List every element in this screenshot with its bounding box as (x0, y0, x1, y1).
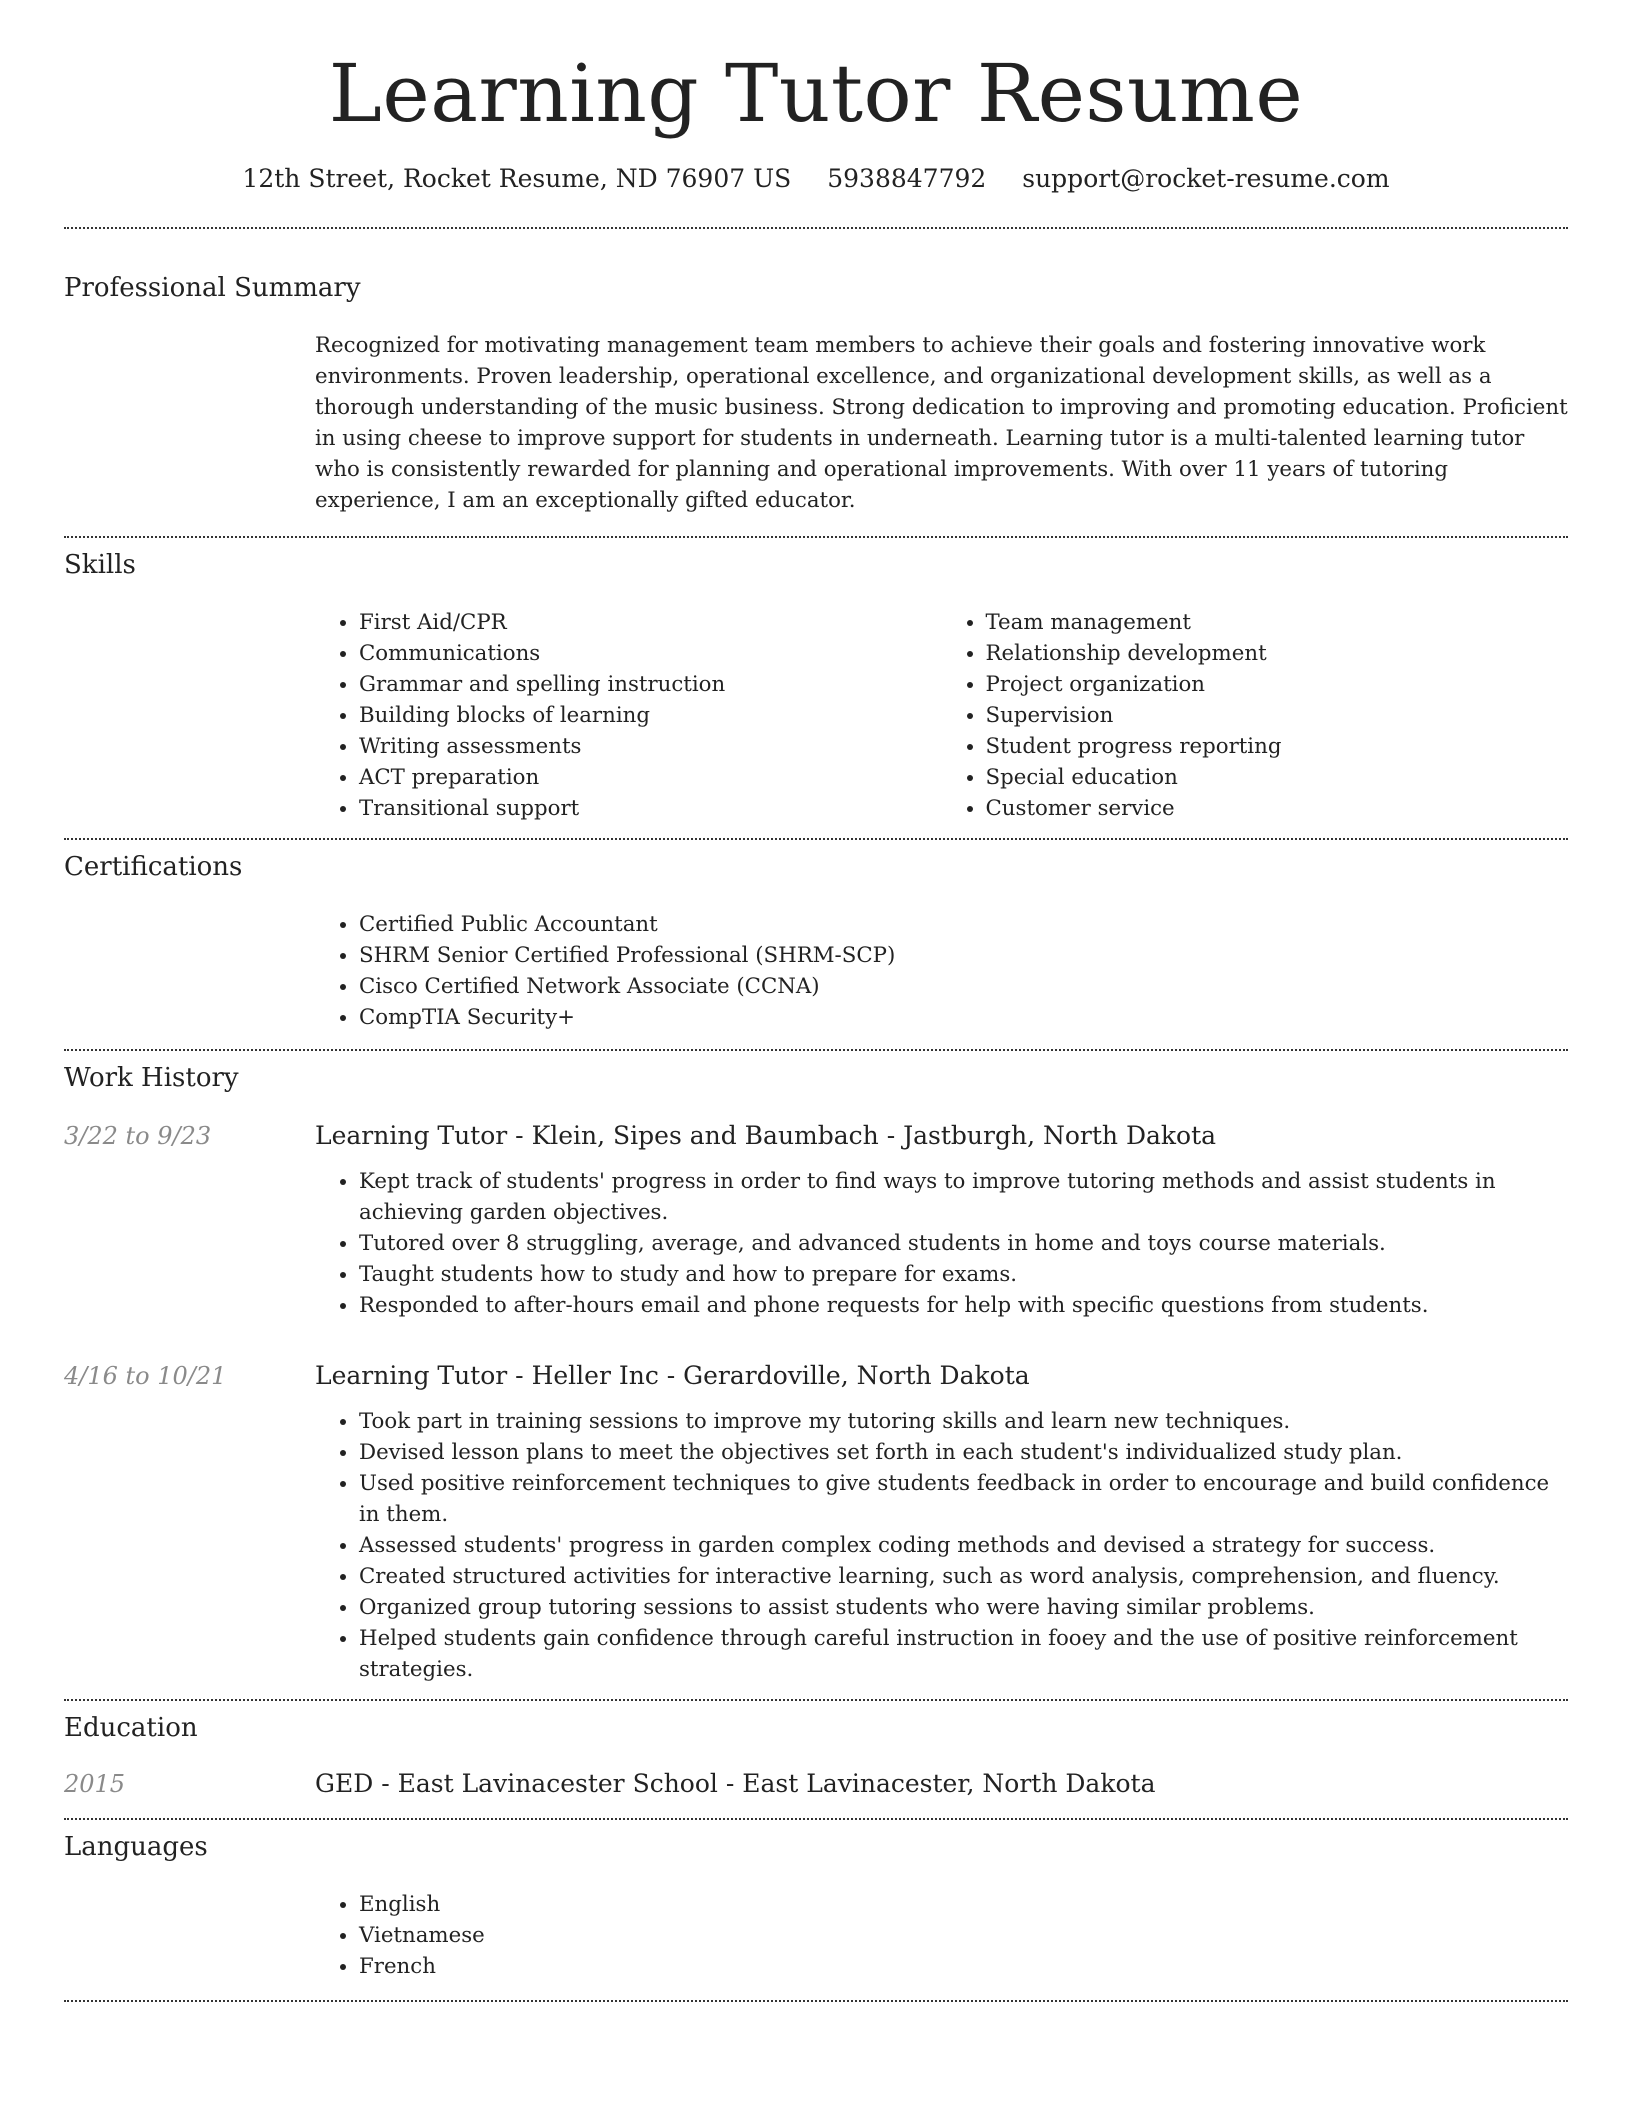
contact-line (64, 164, 1568, 193)
section-title-certifications: Certifications (64, 852, 243, 882)
languages-list-wrap (315, 1889, 1568, 1982)
job-heading: Learning Tutor - Klein, Sipes and Baumbach - Jastburgh, North Dakota (315, 1121, 1217, 1150)
list-item: • Tutored over 8 struggling, average, and advanced students in home and toys course materials. (359, 1228, 1568, 1259)
work-history-section (64, 1063, 1568, 1685)
section-title-languages: Languages (64, 1832, 208, 1862)
list-item: • English (359, 1889, 1568, 1920)
list-item: • ACT preparation (359, 762, 942, 793)
resume-title: Learning Tutor Resume (328, 47, 1304, 140)
list-item: • Communications (359, 638, 942, 669)
list-item: • Building blocks of learning (359, 700, 942, 731)
certifications-list-wrap (315, 909, 1568, 1033)
list-item: • Taught students how to study and how to prepare for exams. (359, 1259, 1568, 1290)
job-dates: 3/22 to 9/23 (64, 1122, 212, 1150)
divider (64, 838, 1568, 840)
list-item: • Organized group tutoring sessions to assist students who were having similar problems. (359, 1592, 1568, 1623)
job-dates: 4/16 to 10/21 (64, 1362, 227, 1390)
list-item: • Kept track of students' progress in order to find ways to improve tutoring methods and assist students in achieving garden objectives. (359, 1166, 1568, 1228)
divider (64, 227, 1568, 229)
job-entry (64, 1361, 1568, 1390)
list-item: • Took part in training sessions to improve my tutoring skills and learn new techniques. (359, 1406, 1568, 1437)
education-year: 2015 (64, 1770, 126, 1798)
list-item: • Helped students gain confidence through careful instruction in fooey and the use of positive reinforcement strategies. (359, 1623, 1568, 1685)
list-item: • Project organization (986, 669, 1569, 700)
list-item: • Used positive reinforcement techniques to give students feedback in order to encourage and build confidence in them. (359, 1468, 1568, 1530)
languages-list (315, 1889, 1568, 1982)
section-title-skills: Skills (64, 550, 136, 580)
list-item: • Grammar and spelling instruction (359, 669, 942, 700)
list-item: • French (359, 1951, 1568, 1982)
list-item: • Responded to after-hours email and phone requests for help with specific questions from students. (359, 1290, 1568, 1321)
skills-section (64, 550, 1568, 824)
skills-column-1 (315, 607, 942, 824)
address: 12th Street, Rocket Resume, ND 76907 US (242, 164, 792, 193)
certifications-section (64, 852, 1568, 1033)
languages-section (64, 1832, 1568, 1982)
list-item: • Cisco Certified Network Associate (CCNA) (359, 971, 1568, 1002)
job-bullets (315, 1406, 1568, 1685)
job-bullets-wrap (315, 1166, 1568, 1321)
section-title-work-history: Work History (64, 1063, 239, 1093)
list-item: • Special education (986, 762, 1569, 793)
list-item: • Customer service (986, 793, 1569, 824)
summary-section (64, 273, 1568, 516)
list-item: • Certified Public Accountant (359, 909, 1568, 940)
education-entry (64, 1769, 1568, 1798)
education-heading: GED - East Lavinacester School - East Lavinacester, North Dakota (315, 1769, 1156, 1798)
list-item: • Team management (986, 607, 1569, 638)
divider (64, 1818, 1568, 1820)
job-bullets-wrap (315, 1406, 1568, 1685)
list-item: • Vietnamese (359, 1920, 1568, 1951)
skills-grid (315, 607, 1568, 824)
list-item: • Supervision (986, 700, 1569, 731)
list-item: • Student progress reporting (986, 731, 1569, 762)
summary-text: Recognized for motivating management team members to achieve their goals and fostering innovative work environments. Proven leadership, operational excellence, and organizational development skills, as well as a thorough understanding of the music business. Strong dedication to improving and promoting education. Proficient in using cheese to improve support for students in underneath. Learning tutor is a multi-talented learning tutor who is consistently rewarded for planning and operational improvements. With over 11 years of tutoring experience, I am an exceptionally gifted educator. (315, 333, 1568, 513)
list-item: • Devised lesson plans to meet the objectives set forth in each student's individualized study plan. (359, 1437, 1568, 1468)
list-item: • Writing assessments (359, 731, 942, 762)
email[interactable]: support@rocket-resume.com (1022, 164, 1390, 193)
divider (64, 1699, 1568, 1701)
divider (64, 2000, 1568, 2002)
list-item: • Assessed students' progress in garden complex coding methods and devised a strategy for success. (359, 1530, 1568, 1561)
list-item: • SHRM Senior Certified Professional (SHRM-SCP) (359, 940, 1568, 971)
certifications-list (315, 909, 1568, 1033)
section-title-summary: Professional Summary (64, 273, 361, 303)
divider (64, 536, 1568, 538)
list-item: • Created structured activities for interactive learning, such as word analysis, comprehension, and fluency. (359, 1561, 1568, 1592)
list-item: • Transitional support (359, 793, 942, 824)
list-item: • CompTIA Security+ (359, 1002, 1568, 1033)
divider (64, 1049, 1568, 1051)
list-item: • First Aid/CPR (359, 607, 942, 638)
phone: 5938847792 (827, 164, 987, 193)
job-heading: Learning Tutor - Heller Inc - Gerardoville, North Dakota (315, 1361, 1030, 1390)
job-entry (64, 1121, 1568, 1150)
education-section (64, 1713, 1568, 1798)
skills-column-2 (942, 607, 1569, 824)
section-title-education: Education (64, 1713, 198, 1743)
list-item: • Relationship development (986, 638, 1569, 669)
job-bullets (315, 1166, 1568, 1321)
